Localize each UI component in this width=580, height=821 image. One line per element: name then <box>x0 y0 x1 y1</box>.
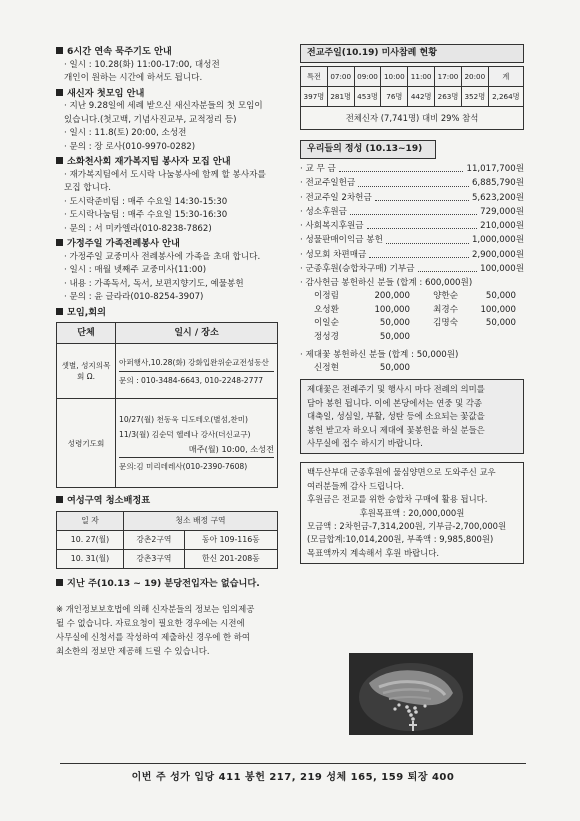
text-line: · 재가복지팀에서 도시락 나눔봉사에 함께 할 봉사자를 <box>64 169 266 180</box>
section-rosary <box>56 45 286 86</box>
text-line: 될 수 없습니다. 자료요청이 필요한 경우에는 시전에 <box>56 618 245 628</box>
table-cell: 453명 <box>354 87 381 107</box>
table-cell: 11:00 <box>408 67 435 87</box>
table-cell: 397명 <box>301 87 328 107</box>
text-line: 모집 합니다. <box>64 183 111 193</box>
text-line: 백두산부대 군종후원에 물심양면으로 도와주신 교우 <box>307 467 496 478</box>
text-line: · 도시락준비팀 : 매주 수요일 14:30-15:30 <box>64 196 228 207</box>
text-line: 매주(월) 10:00, 소성전 <box>119 442 274 458</box>
list-item: · 성물판매이익금 봉헌 1,000,000원 <box>300 235 524 246</box>
text-line: 사무실에 신청서를 작성하여 제출하신 경우에 한 하여 <box>56 632 250 642</box>
donation-box <box>300 462 524 564</box>
text-line: 10/27(월) 천동욱 디도테오(별섬,찬미) <box>119 414 249 424</box>
table-cell <box>116 344 278 399</box>
square-bullet-icon <box>56 47 63 54</box>
text-line: 후원목표액 : 20,000,000원 <box>359 507 465 518</box>
text-line: · 일시 : 11.8(토) 20:00, 소성전 <box>64 128 187 138</box>
text-line: 대축일, 성심일, 부활, 성탄 등에 소요되는 꽃값을 <box>307 411 485 422</box>
right-column <box>300 44 524 564</box>
square-bullet-icon <box>56 239 63 246</box>
text-line: 아퍼행사,10.28(화) 강화입완위순교전성동산 <box>119 354 274 372</box>
section-title: 소화천사회 재가복지팀 봉사자 모집 안내 <box>67 156 231 167</box>
list-item: · 사회복지후원금 210,000원 <box>300 221 524 232</box>
text-line: 담아 봉헌 됩니다. 이에 본당에서는 연중 및 각종 <box>307 397 483 408</box>
table-cell: 10. 27(월) <box>57 530 124 549</box>
left-column <box>56 44 286 658</box>
section-cleaning <box>56 494 286 569</box>
text-line: 제대꽃은 전례주기 및 행사시 마다 전례의 의미를 <box>307 384 485 395</box>
meeting-table <box>56 322 278 488</box>
square-bullet-icon <box>56 308 63 315</box>
text-line: 봉헌 받고자 하오니 제대에 꽃봉헌을 하실 분들은 <box>307 424 485 435</box>
table-row <box>57 530 278 549</box>
table-cell: 20:00 <box>461 67 488 87</box>
section-transfer <box>56 577 286 591</box>
table-cell: 263명 <box>435 87 462 107</box>
square-bullet-icon <box>56 579 63 586</box>
table-cell: 계 <box>488 67 523 87</box>
text-line: 여러분들께 감사 드립니다. <box>307 480 404 491</box>
list-item: · 성모회 차편매금 2,900,000원 <box>300 249 524 260</box>
table-cell: 강촌2구역 <box>124 530 185 549</box>
text-line: · 일시 : 10.28(화) 11:00-17:00, 대성전 <box>64 59 220 70</box>
footer-divider <box>60 763 526 764</box>
text-line: 개인이 원하는 시간에 하셔도 됩니다. <box>64 73 203 83</box>
table-cell: 17:00 <box>435 67 462 87</box>
table-cell: 09:00 <box>354 67 381 87</box>
privacy-notice <box>56 602 286 658</box>
flower-notice-box <box>300 379 524 454</box>
table-header: 단체 <box>57 323 116 344</box>
table-row <box>57 549 278 568</box>
table-cell: 07:00 <box>327 67 354 87</box>
text-line: · 일시 : 매월 넷째주 교중미사(11:00) <box>64 265 207 275</box>
table-cell: 성령기도회 <box>57 399 116 488</box>
table-cell: 10:00 <box>381 67 408 87</box>
table-cell: 442명 <box>408 87 435 107</box>
text-line: 최소한의 정보만 제공해 드릴 수 있습니다. <box>56 646 210 656</box>
attendance-title: 전교주일(10.19) 미사참례 현황 <box>300 44 524 63</box>
list-item: · 성소후원금 729,000원 <box>300 206 524 217</box>
table-cell: 강촌3구역 <box>124 549 185 568</box>
section-title: 6시간 연속 묵주기도 안내 <box>67 46 172 57</box>
cleaning-table <box>56 511 278 569</box>
table-header: 청소 배정 구역 <box>124 511 278 530</box>
section-title: 지난 주(10.13 ~ 19) 분당전입자는 없습니다. <box>67 577 260 589</box>
text-line: · 문의 : 장 로사(010-9970-0282) <box>64 141 196 152</box>
table-cell: 전체신자 (7,741명) 대비 29% 참석 <box>301 107 524 130</box>
text-line: 있습니다.(첫고백, 기념사진교부, 교적정리 등) <box>64 114 237 125</box>
table-row <box>301 87 524 107</box>
table-cell: 281명 <box>327 87 354 107</box>
table-header: 일시 / 장소 <box>116 323 278 344</box>
table-cell: 동아 109-116동 <box>184 530 277 549</box>
table-row <box>301 67 524 87</box>
square-bullet-icon <box>56 157 63 164</box>
table-cell: 352명 <box>461 87 488 107</box>
section-title: 여성구역 청소배정표 <box>67 495 151 506</box>
section-newcomer <box>56 87 286 155</box>
list-item: · 전교주일헌금 6,885,790원 <box>300 178 524 189</box>
section-meetings <box>56 306 286 489</box>
offering-list <box>300 162 524 276</box>
section-title: 새신자 첫모임 안내 <box>67 87 145 99</box>
text-line: · 가정주일 교중미사 전례봉사에 가족을 초대 합니다. <box>64 251 261 262</box>
square-bullet-icon <box>56 496 63 503</box>
text-line: 목표액까지 계속해서 후원 바랍니다. <box>307 547 440 558</box>
square-bullet-icon <box>56 89 63 96</box>
list-item: · 전교주일 2차헌금 5,623,200원 <box>300 192 524 203</box>
text-line: 문의:김 미리데레사(010-2390-7608) <box>119 461 248 471</box>
table-cell: 셋별, 성지의목회 Ω. <box>57 344 116 399</box>
rosary-hands-photo <box>349 653 473 735</box>
text-line: 11/3(월) 김순덕 헬레나 강사(더신교구) <box>119 429 251 439</box>
text-line: 모금액 : 2차헌금-7,314,200원, 기부금-2,700,000원 <box>307 521 507 532</box>
text-line: · 지난 9.28일에 세례 받으신 새신자분들의 첫 모임이 <box>64 101 263 111</box>
text-line: · 문의 : 윤 글라라(010-8254-3907) <box>64 292 204 302</box>
table-cell <box>116 399 278 488</box>
table-cell: 76명 <box>381 87 408 107</box>
text-line: · 도시락나눔팀 : 매주 수요일 15:30-16:30 <box>64 210 228 220</box>
list-item: · 교 무 금 11,017,700원 <box>300 164 524 174</box>
hymn-footer: 이번 주 성가 입당 411 봉헌 217, 219 성체 165, 159 퇴장 400 <box>131 772 455 783</box>
thanks-heading: · 감사헌금 봉헌하신 분들 (합계 : 600,000원) <box>300 278 473 289</box>
table-cell: 한신 201-208동 <box>184 549 277 568</box>
attendance-table <box>300 66 524 130</box>
section-volunteer <box>56 155 286 236</box>
thanks-donors: 이정림 200,000 양한순 50,000 오성환 100,000 최경수 100,000 이일순 50,000 김명숙 50,000 정성경 50,000 <box>314 291 516 342</box>
offering-title: 우리들의 정성 (10.13~19) <box>300 140 436 159</box>
section-title: 가정주일 가족전례봉사 안내 <box>67 238 180 249</box>
flower-heading: · 제대꽃 봉헌하신 분들 (합계 : 50,000원) <box>300 350 459 360</box>
list-item: · 군종후원(승합차구매) 기부금 100,000원 <box>300 264 524 275</box>
table-cell: 특전 <box>301 67 328 87</box>
table-cell: 10. 31(월) <box>57 549 124 568</box>
section-family-liturgy <box>56 237 286 305</box>
text-line: 후원금은 전교를 위한 승합차 구매에 활용 됩니다. <box>307 494 488 505</box>
table-row <box>301 107 524 130</box>
text-line: · 내용 : 가족독서, 독서, 보편지향기도, 예물봉헌 <box>64 278 244 289</box>
text-line: 문의 : 010-3484-6643, 010-2248-2777 <box>119 375 264 385</box>
text-line: (모금합계:10,014,200원, 부족액 : 9,985,800원) <box>307 534 494 545</box>
text-line: ※ 개인정보보호법에 의해 신자분들의 정보는 임의제공 <box>56 604 255 614</box>
text-line: · 문의 : 서 미카엘라(010-8238-7862) <box>64 223 212 234</box>
table-cell: 2,264명 <box>488 87 523 107</box>
table-header: 일 자 <box>57 511 124 530</box>
section-title: 모임,회의 <box>67 306 106 318</box>
flower-donors: 신정현 50,000 <box>314 363 410 373</box>
text-line: 사무실에 접수 하시기 바랍니다. <box>307 438 423 449</box>
